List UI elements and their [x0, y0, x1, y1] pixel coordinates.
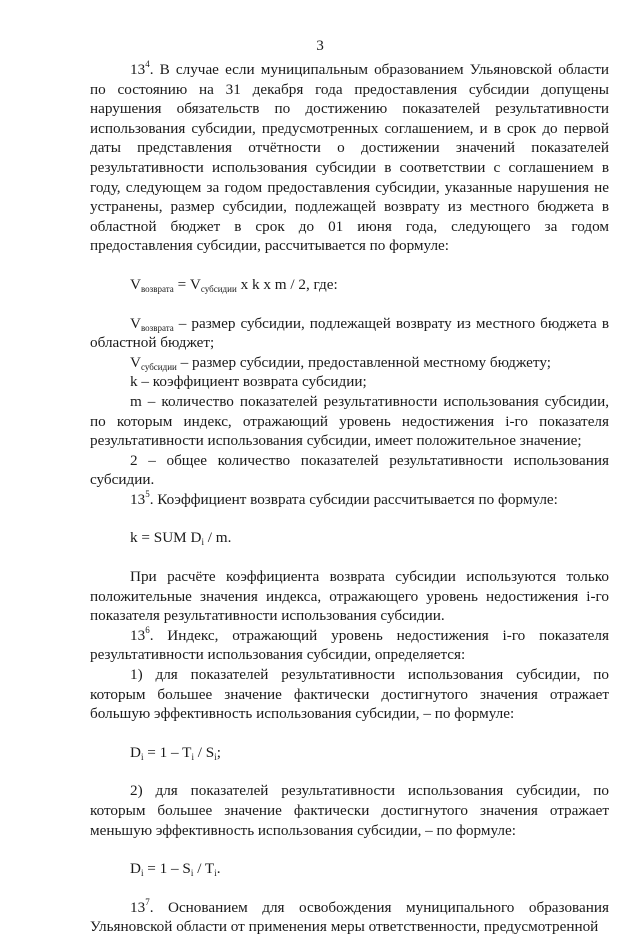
- paragraph-text: . В случае если муниципальным образованием Ульяновской области по состоянию на 31 декабря года предоставления субсидии допущены нарушения обязательств по достижению показателей результативности использования субсидии, предусмотренных соглашением, и в срок до первой даты представления отчётности о достижении значений показателей результативности использования субсидии в соответствии с соглашением в году, следующем за годом предоставления субсидии, указанные нарушения не устранены, размер субсидии, подлежащей возврату из местного бюджета в областной бюджет в срок до 01 июня года, следующего за годом предоставления субсидии, рассчитывается по формуле:: [90, 61, 609, 255]
- paragraph-13-5: $13^5$. Коэффициент возврата субсидии рассчитывается по формуле:: [130, 488, 558, 508]
- formula-refund-size: $V_{возврата} = V_{субсидии}$ x k x m / 2, где:: [130, 275, 338, 294]
- paragraph-13-7: $13^7$. Основанием для освобождения муниципального образования Ульяновской области от применения меры ответственности, предусмотренной: [90, 896, 609, 936]
- paragraph-13-4: [90, 60, 609, 256]
- formula-index-1: $D_i = 1 - T_i / S_i$;: [130, 743, 221, 762]
- definition-v-subsidy: $V_{субсидии}$ – размер субсидии, предоставленной местному бюджету;: [130, 353, 551, 372]
- paragraph-calculation-note: При расчёте коэффициента возврата субсидии используются только положительные значения индекса, отражающего уровень недостижения i-го показателя результативности использования субсидии.: [90, 568, 609, 625]
- document-body: [90, 60, 609, 937]
- page-number: 3: [316, 37, 324, 54]
- definition-2: 2 – общее количество показателей результативности использования субсидии.: [90, 451, 609, 489]
- list-item-1: 1) для показателей результативности использования субсидии, по которым большее значение фактически достигнутого значения отражает большую эффективность использования субсидии, – по формуле:: [90, 666, 609, 723]
- list-item-2: 2) для показателей результативности использования субсидии, по которым большее значение фактически достигнутого значения отражает меньшую эффективность использования субсидии, – по формуле:: [90, 782, 609, 839]
- formula-index-2: $D_i = 1 - S_i / T_i$.: [130, 860, 221, 879]
- clause-superscript: 4: [145, 59, 150, 69]
- paragraph-13-6: $13^6$. Индекс, отражающий уровень недостижения i-го показателя результативности использования субсидии, определяется:: [90, 624, 609, 664]
- definition-k: k – коэффициент возврата субсидии;: [130, 373, 367, 391]
- formula-coefficient: k = SUM $D_i$ / m.: [130, 529, 232, 548]
- definition-m: m – количество показателей результативности использования субсидии, по которым индекс, отражающий уровень недостижения i-го показателя результативности использования субсидии, имеет положительное значение;: [90, 392, 609, 450]
- definition-v-refund: $V_{возврата}$ – размер субсидии, подлежащей возврату из местного бюджета в областной бюджет;: [90, 314, 609, 352]
- clause-number: 13: [130, 61, 146, 78]
